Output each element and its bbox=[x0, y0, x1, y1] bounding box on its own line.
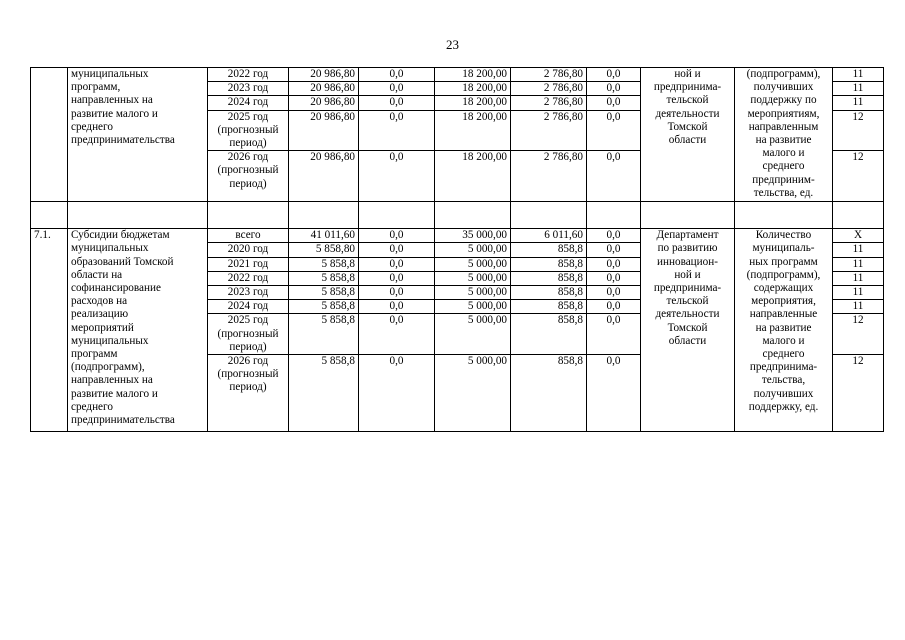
other-cell: 0,0 bbox=[587, 151, 641, 202]
year-cell: 2023 год bbox=[208, 286, 289, 300]
year-cell: 2025 год (прогнозный период) bbox=[208, 314, 289, 355]
regional-cell: 5 000,00 bbox=[435, 271, 511, 285]
federal-cell: 0,0 bbox=[359, 229, 435, 243]
federal-cell: 0,0 bbox=[359, 300, 435, 314]
item-number-cell bbox=[31, 68, 68, 202]
other-cell: 0,0 bbox=[587, 96, 641, 110]
indicator-value: 11 bbox=[833, 271, 884, 285]
indicator-cell: Количество муниципаль- ных программ (подпрограмм), содержащих мероприятия, направленные на развитие малого и среднего предпринима- тельства, получивших поддержку, ед. bbox=[735, 229, 833, 432]
executor-cell: ной и предпринима- тельской деятельности Томской области bbox=[641, 68, 735, 202]
regional-cell: 18 200,00 bbox=[435, 68, 511, 82]
federal-cell: 0,0 bbox=[359, 243, 435, 257]
municipal-cell: 858,8 bbox=[511, 257, 587, 271]
item-number-cell: 7.1. bbox=[31, 229, 68, 432]
total-cell: 5 858,8 bbox=[289, 314, 359, 355]
municipal-cell: 2 786,80 bbox=[511, 82, 587, 96]
year-cell: 2025 год (прогнозный период) bbox=[208, 110, 289, 151]
other-cell: 0,0 bbox=[587, 286, 641, 300]
indicator-value: 11 bbox=[833, 257, 884, 271]
regional-cell: 5 000,00 bbox=[435, 314, 511, 355]
other-cell: 0,0 bbox=[587, 82, 641, 96]
regional-cell: 18 200,00 bbox=[435, 110, 511, 151]
total-cell: 5 858,8 bbox=[289, 286, 359, 300]
indicator-value: 11 bbox=[833, 300, 884, 314]
municipal-cell: 858,8 bbox=[511, 355, 587, 432]
regional-cell: 18 200,00 bbox=[435, 96, 511, 110]
regional-cell: 18 200,00 bbox=[435, 82, 511, 96]
other-cell: 0,0 bbox=[587, 300, 641, 314]
municipal-cell: 2 786,80 bbox=[511, 96, 587, 110]
total-cell: 5 858,8 bbox=[289, 257, 359, 271]
year-cell: 2026 год (прогнозный период) bbox=[208, 151, 289, 202]
federal-cell: 0,0 bbox=[359, 110, 435, 151]
indicator-value: 11 bbox=[833, 82, 884, 96]
regional-cell: 5 000,00 bbox=[435, 257, 511, 271]
federal-cell: 0,0 bbox=[359, 314, 435, 355]
municipal-cell: 2 786,80 bbox=[511, 151, 587, 202]
municipal-cell: 858,8 bbox=[511, 243, 587, 257]
other-cell: 0,0 bbox=[587, 257, 641, 271]
total-cell: 5 858,8 bbox=[289, 271, 359, 285]
municipal-cell: 858,8 bbox=[511, 300, 587, 314]
measure-name: Субсидии бюджетам муниципальных образований Томской области на софинансирование расходов на реализацию мероприятий муниципальных программ (подпрограмм), направленных на развитие малого и среднего предпринимательства bbox=[68, 229, 208, 432]
other-cell: 0,0 bbox=[587, 110, 641, 151]
other-cell: 0,0 bbox=[587, 68, 641, 82]
year-cell: 2021 год bbox=[208, 257, 289, 271]
regional-cell: 5 000,00 bbox=[435, 355, 511, 432]
regional-cell: 35 000,00 bbox=[435, 229, 511, 243]
federal-cell: 0,0 bbox=[359, 257, 435, 271]
municipal-cell: 2 786,80 bbox=[511, 68, 587, 82]
regional-cell: 5 000,00 bbox=[435, 286, 511, 300]
indicator-value: 12 bbox=[833, 151, 884, 202]
indicator-value: 11 bbox=[833, 68, 884, 82]
municipal-cell: 858,8 bbox=[511, 314, 587, 355]
year-cell: 2022 год bbox=[208, 68, 289, 82]
indicator-value: X bbox=[833, 229, 884, 243]
indicator-value: 11 bbox=[833, 243, 884, 257]
total-cell: 20 986,80 bbox=[289, 110, 359, 151]
indicator-value: 12 bbox=[833, 110, 884, 151]
federal-cell: 0,0 bbox=[359, 151, 435, 202]
indicator-value: 11 bbox=[833, 96, 884, 110]
federal-cell: 0,0 bbox=[359, 82, 435, 96]
total-cell: 20 986,80 bbox=[289, 82, 359, 96]
regional-cell: 5 000,00 bbox=[435, 300, 511, 314]
indicator-value: 12 bbox=[833, 314, 884, 355]
total-cell: 5 858,8 bbox=[289, 355, 359, 432]
regional-cell: 5 000,00 bbox=[435, 243, 511, 257]
table-row bbox=[31, 68, 884, 82]
indicator-value: 11 bbox=[833, 286, 884, 300]
total-cell: 20 986,80 bbox=[289, 96, 359, 110]
year-cell: 2022 год bbox=[208, 271, 289, 285]
financing-table bbox=[30, 67, 884, 432]
total-cell: 5 858,8 bbox=[289, 300, 359, 314]
indicator-cell: (подпрограмм), получивших поддержку по мероприятиям, направленным на развитие малого и среднего предприним- тельства, ед. bbox=[735, 68, 833, 202]
page-number: 23 bbox=[446, 37, 459, 52]
other-cell: 0,0 bbox=[587, 243, 641, 257]
year-cell: 2020 год bbox=[208, 243, 289, 257]
federal-cell: 0,0 bbox=[359, 68, 435, 82]
regional-cell: 18 200,00 bbox=[435, 151, 511, 202]
year-cell: 2023 год bbox=[208, 82, 289, 96]
municipal-cell: 858,8 bbox=[511, 271, 587, 285]
federal-cell: 0,0 bbox=[359, 286, 435, 300]
other-cell: 0,0 bbox=[587, 229, 641, 243]
municipal-cell: 858,8 bbox=[511, 286, 587, 300]
federal-cell: 0,0 bbox=[359, 355, 435, 432]
federal-cell: 0,0 bbox=[359, 96, 435, 110]
total-cell: 5 858,80 bbox=[289, 243, 359, 257]
year-cell: 2024 год bbox=[208, 300, 289, 314]
federal-cell: 0,0 bbox=[359, 271, 435, 285]
measure-name: муниципальных программ, направленных на развитие малого и среднего предпринимательства bbox=[68, 68, 208, 202]
spacer-row bbox=[31, 202, 884, 229]
executor-cell: Департамент по развитию инновацион- ной и предпринима- тельской деятельности Томской области bbox=[641, 229, 735, 432]
total-cell: 20 986,80 bbox=[289, 151, 359, 202]
indicator-value: 12 bbox=[833, 355, 884, 432]
municipal-cell: 2 786,80 bbox=[511, 110, 587, 151]
total-cell: 41 011,60 bbox=[289, 229, 359, 243]
total-cell: 20 986,80 bbox=[289, 68, 359, 82]
year-cell: всего bbox=[208, 229, 289, 243]
other-cell: 0,0 bbox=[587, 355, 641, 432]
other-cell: 0,0 bbox=[587, 271, 641, 285]
table-row bbox=[31, 229, 884, 243]
other-cell: 0,0 bbox=[587, 314, 641, 355]
year-cell: 2024 год bbox=[208, 96, 289, 110]
municipal-cell: 6 011,60 bbox=[511, 229, 587, 243]
year-cell: 2026 год (прогнозный период) bbox=[208, 355, 289, 432]
